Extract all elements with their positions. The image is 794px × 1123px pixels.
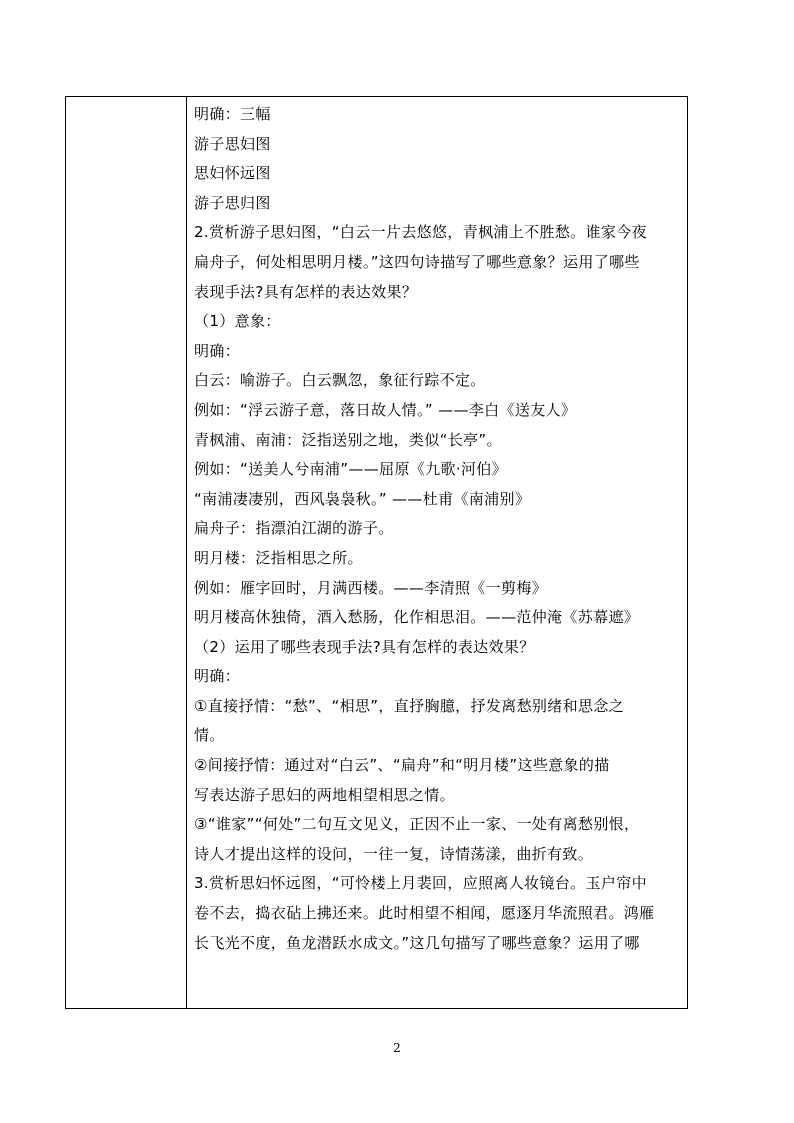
text-line: 表现手法?具有怎样的表达效果？: [194, 282, 418, 301]
text-line: ①直接抒情：“愁”、“相思”，直抒胸臆，抒发离愁别绪和思念之: [194, 696, 625, 715]
text-line: ②间接抒情：通过对“白云”、“扁舟”和“明月楼”这些意象的描: [194, 756, 610, 775]
text-line: 诗人才提出这样的设问，一往一复，诗情荡漾，曲折有致。: [194, 844, 594, 863]
text-line: 明确：: [194, 667, 241, 686]
text-line: 例如：“送美人兮南浦”——屈原《九歌·河伯》: [194, 460, 508, 479]
text-line: 扁舟子：指漂泊江湖的游子。: [194, 519, 394, 538]
table-right-column: [187, 97, 687, 1008]
page-number: 2: [393, 1041, 401, 1055]
text-line: 游子思妇图: [194, 134, 271, 153]
text-line: 2.赏析游子思妇图，“白云一片去悠悠，青枫浦上不胜愁。谁家今夜: [194, 223, 647, 242]
text-line: 明确：三幅: [194, 105, 271, 123]
text-line: 例如：“浮云游子意，落日故人情。” ——李白《送友人》: [194, 400, 577, 419]
text-line: 明月楼：泛指相思之所。: [194, 548, 363, 567]
text-line: 长飞光不度，鱼龙潜跃水成文。”这几句描写了哪些意象？运用了哪: [194, 933, 640, 952]
text-line: （2）运用了哪些表现手法?具有怎样的表达效果？: [194, 637, 535, 656]
text-line: 写表达游子思妇的两地相望相思之情。: [194, 785, 455, 804]
text-line: 扁舟子，何处相思明月楼。”这四句诗描写了哪些意象？运用了哪些: [194, 252, 640, 271]
text-line: （1）意象：: [194, 312, 281, 331]
content-table: [65, 96, 688, 1009]
text-line: 明确：: [194, 341, 241, 360]
text-line: 思妇怀远图: [194, 164, 271, 183]
text-line: 游子思归图: [194, 193, 271, 212]
text-line: 例如：雁字回时，月满西楼。——李清照《一剪梅》: [194, 578, 548, 597]
text-line: 明月楼高休独倚，酒入愁肠，化作相思泪。——范仲淹《苏幕遮》: [194, 608, 640, 627]
text-line: 青枫浦、南浦：泛指送别之地，类似“长亭”。: [194, 430, 502, 449]
text-line: 卷不去，捣衣砧上拂还来。此时相望不相闻，愿逐月华流照君。鸿雁: [194, 904, 655, 923]
text-line: 白云：喻游子。白云飘忽，象征行踪不定。: [194, 371, 486, 390]
text-line: 情。: [194, 726, 225, 745]
text-line: “南浦凄凄别，西风袅袅秋。” ——杜甫《南浦别》: [194, 489, 531, 508]
text-line: ③“谁家”“何处”二句互文见义，正因不止一家、一处有离愁别恨，: [194, 815, 640, 834]
text-line: 3.赏析思妇怀远图，“可怜楼上月裴回，应照离人妆镜台。玉户帘中: [194, 874, 647, 893]
table-left-column: [66, 97, 187, 1008]
